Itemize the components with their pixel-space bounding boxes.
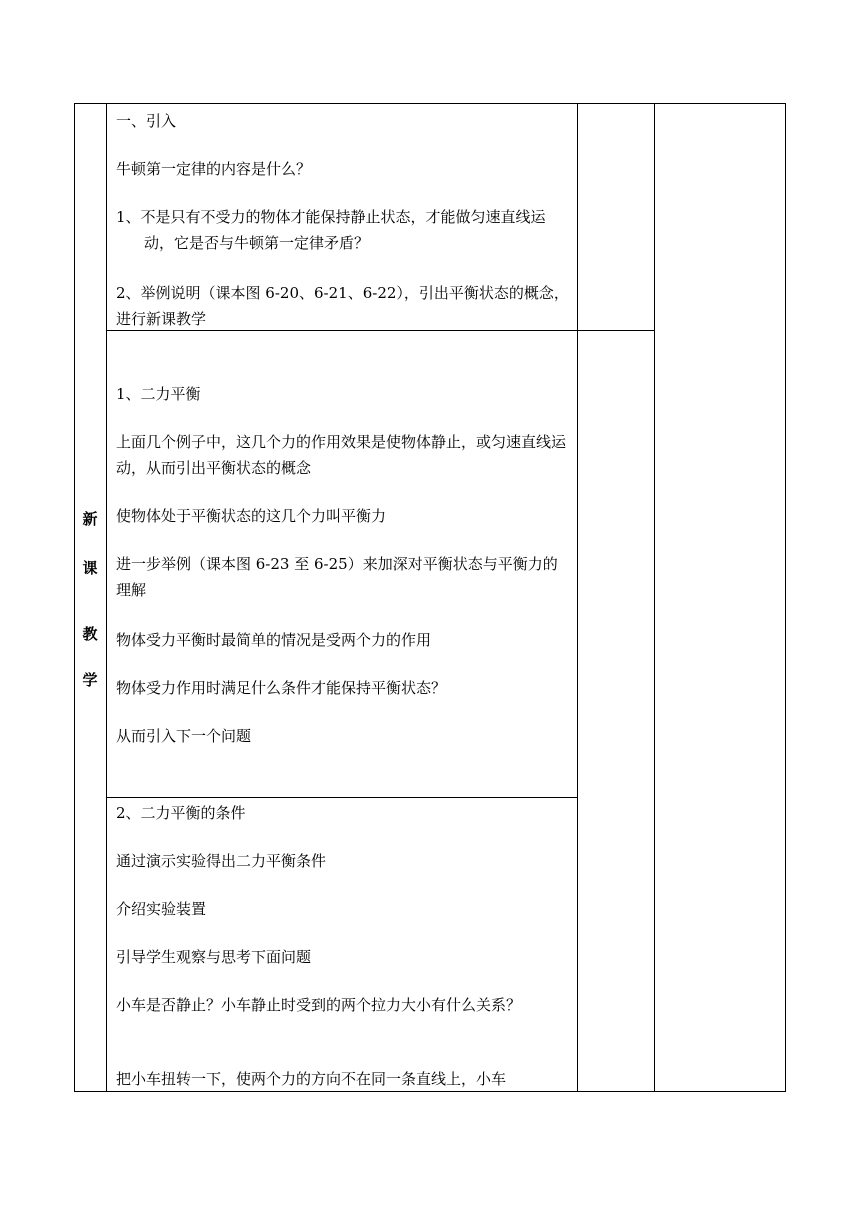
section-label-char: 学 <box>82 671 98 689</box>
content-cell-balance-conditions <box>106 798 577 1091</box>
paragraph: 介绍实验装置 <box>116 900 207 918</box>
paragraph: 把小车扭转一下，使两个力的方向不在同一条直线上，小车 <box>116 1070 507 1088</box>
paragraph: 进一步举例（课本图 6-23 至 6-25）来加深对平衡状态与平衡力的理解 <box>116 555 558 599</box>
paragraph: 2、举例说明（课本图 6-20、6-21、6-22），引出平衡状态的概念，进行新课教学 <box>116 284 569 328</box>
paragraph: 物体受力作用时满足什么条件才能保持平衡状态？ <box>116 679 447 697</box>
section-label-char: 新 <box>82 510 98 528</box>
paragraph: 1、不是只有不受力的物体才能保持静止状态，才能做匀速直线运动，它是否与牛顿第一定律矛盾？ <box>116 208 546 252</box>
paragraph: 小车是否静止？小车静止时受到的两个拉力大小有什么关系？ <box>116 996 522 1014</box>
paragraph: 从而引入下一个问题 <box>116 727 252 745</box>
section-label-char: 课 <box>82 559 98 577</box>
table-column-divider <box>654 103 655 1092</box>
paragraph: 通过演示实验得出二力平衡条件 <box>116 852 327 870</box>
section-heading: 1、二力平衡 <box>116 385 201 403</box>
paragraph: 使物体处于平衡状态的这几个力叫平衡力 <box>116 507 387 525</box>
paragraph: 牛顿第一定律的内容是什么？ <box>116 160 312 178</box>
section-label-new-lesson <box>74 103 106 1092</box>
paragraph: 引导学生观察与思考下面问题 <box>116 948 312 966</box>
paragraph: 物体受力平衡时最简单的情况是受两个力的作用 <box>116 631 432 649</box>
content-cell-two-force-balance <box>106 331 577 797</box>
section-label-char: 教 <box>82 625 98 643</box>
section-heading: 2、二力平衡的条件 <box>116 804 246 822</box>
table-column-divider <box>577 103 578 1092</box>
paragraph: 上面几个例子中，这几个力的作用效果是使物体静止，或匀速直线运动，从而引出平衡状态的概念 <box>116 433 567 477</box>
content-cell-introduction <box>106 104 577 330</box>
section-heading: 一、引入 <box>116 112 177 130</box>
